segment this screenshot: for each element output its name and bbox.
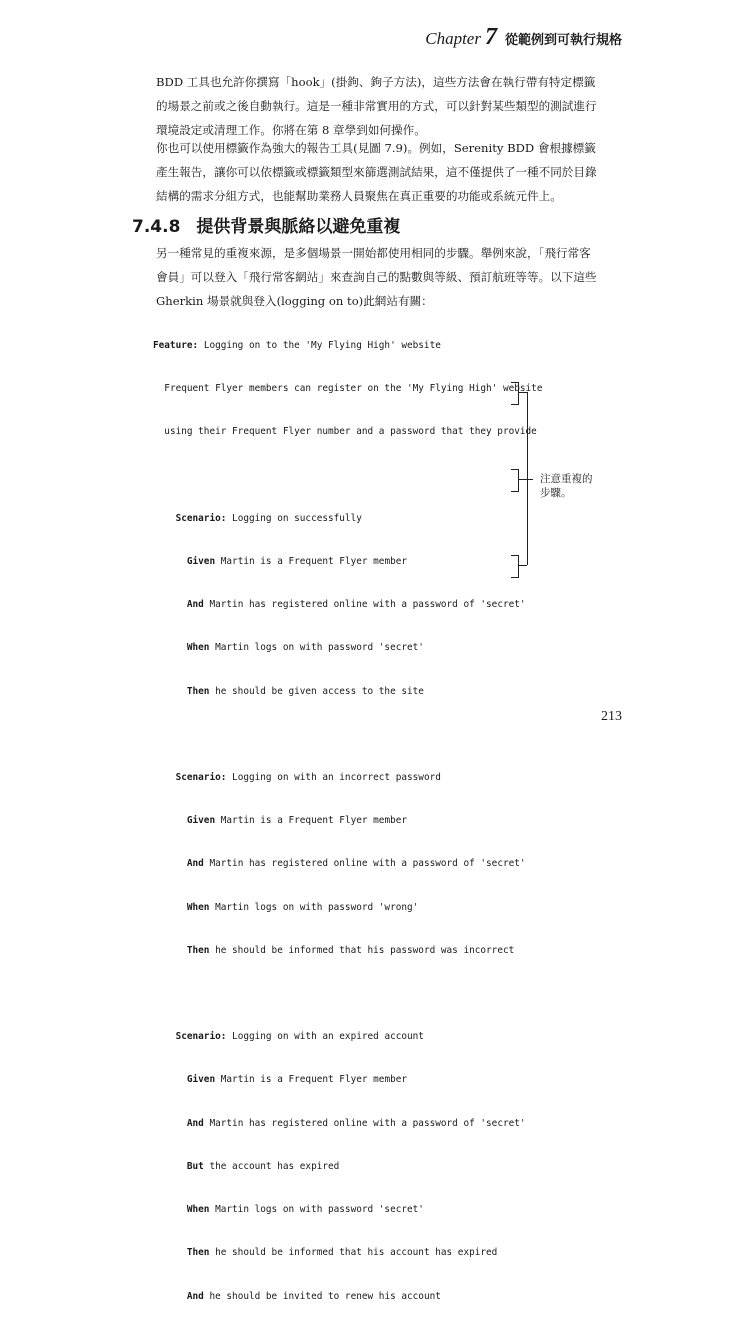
code-line [153, 857, 542, 871]
bracket-connector [519, 392, 527, 393]
section-number: 7.4.8 [132, 217, 181, 237]
code-line [153, 1246, 542, 1260]
chapter-title: 從範例到可執行規格 [504, 33, 622, 48]
step-keyword: When [186, 901, 210, 913]
margin-annotation [540, 472, 593, 500]
step-keyword: And [186, 1290, 204, 1302]
scenario-title: Logging on with an expired account [232, 1031, 424, 1043]
step-text: Martin is a Frequent Flyer member [220, 815, 408, 827]
paragraph-line: 你也可以使用標籤作為強大的報告工具(見圖 7.9)。例如，Serenity BDD 會根據標籤 [156, 141, 596, 155]
section-heading [132, 212, 400, 237]
repeated-steps-bracket [511, 382, 519, 405]
step-text: he should be informed that his password was incorrect [215, 944, 515, 956]
bracket-spine [527, 392, 528, 565]
code-line [153, 382, 542, 396]
code-line [153, 685, 542, 699]
step-text: he should be informed that his account has expired [215, 1247, 498, 1259]
code-line [153, 425, 542, 439]
code-line [153, 901, 542, 915]
paragraph-intro [156, 241, 602, 313]
paragraph-line: 環境設定或清理工作。你將在第 8 章學到如何操作。 [156, 123, 426, 137]
step-keyword: Then [186, 944, 210, 956]
code-line [153, 555, 542, 569]
paragraph-line: 結構的需求分組方式，也能幫助業務人員聚焦在真正重要的功能或系統元件上。 [156, 189, 562, 203]
step-keyword: When [186, 1204, 210, 1216]
scenario-title: Logging on successfully [232, 512, 362, 524]
step-keyword: And [186, 599, 204, 611]
bracket-connector [519, 479, 533, 480]
code-line [153, 339, 542, 353]
annotation-line: 注意重複的 [540, 473, 593, 485]
paragraph-line: Gherkin 場景就與登入(logging on to)此網站有關： [156, 294, 433, 308]
code-line [153, 814, 542, 828]
step-keyword: But [186, 1160, 204, 1172]
scenario-keyword: Scenario: [175, 1031, 227, 1043]
scenario-keyword: Scenario: [175, 771, 227, 783]
feature-keyword: Feature: [153, 339, 199, 351]
scenario-keyword: Scenario: [175, 512, 227, 524]
step-keyword: And [186, 1117, 204, 1129]
annotation-line: 步驟。 [540, 487, 572, 499]
gherkin-code-listing [153, 310, 542, 1318]
step-text: Martin is a Frequent Flyer member [220, 1074, 408, 1086]
code-line [153, 944, 542, 958]
running-header [425, 24, 622, 51]
step-text: he should be invited to renew his account [209, 1290, 441, 1302]
paragraph-line: BDD 工具也允許你撰寫「hook」(掛鉤、鉤子方法)，這些方法會在執行帶有特定標籤 [156, 75, 596, 89]
paragraph-hooks [156, 70, 602, 142]
code-line [153, 771, 542, 785]
step-text: Martin logs on with password 'secret' [215, 642, 424, 654]
code-line [153, 512, 542, 526]
page-number: 213 [601, 709, 622, 724]
chapter-word: Chapter [425, 29, 481, 48]
step-text: Martin has registered online with a password of 'secret' [209, 858, 526, 870]
scenario-title: Logging on with an incorrect password [232, 771, 441, 783]
step-keyword: When [186, 642, 210, 654]
repeated-steps-bracket [511, 555, 519, 578]
step-text: Martin has registered online with a password of 'secret' [209, 1117, 526, 1129]
code-line [153, 1203, 542, 1217]
step-text: Martin logs on with password 'secret' [215, 1204, 424, 1216]
code-line [153, 1030, 542, 1044]
code-line [153, 598, 542, 612]
feature-description: using their Frequent Flyer number and a password that they provide [164, 426, 537, 438]
step-text: Martin has registered online with a password of 'secret' [209, 599, 526, 611]
step-text: the account has expired [209, 1160, 340, 1172]
step-text: Martin logs on with password 'wrong' [215, 901, 419, 913]
step-text: he should be given access to the site [215, 685, 424, 697]
paragraph-line: 的場景之前或之後自動執行。這是一種非常實用的方式，可以針對某些類型的測試進行 [156, 99, 597, 113]
paragraph-line: 會員」可以登入「飛行常客網站」來查詢自己的點數與等級、預訂航班等等。以下這些 [156, 270, 597, 284]
bracket-connector [519, 565, 527, 566]
paragraph-line: 產生報告，讓你可以依標籤或標籤類型來篩選測試結果，這不僅提供了一種不同於目錄 [156, 165, 597, 179]
step-keyword: Given [186, 1074, 216, 1086]
section-title: 提供背景與脈絡以避免重複 [196, 217, 401, 237]
step-keyword: Then [186, 1247, 210, 1259]
code-line [153, 1073, 542, 1087]
code-line [153, 641, 542, 655]
feature-description: Frequent Flyer members can register on the 'My Flying High' website [164, 383, 543, 395]
paragraph-line: 另一種常見的重複來源，是多個場景一開始都使用相同的步驟。舉例來說，「飛行常客 [156, 246, 591, 260]
feature-title: Logging on to the 'My Flying High' website [203, 339, 441, 351]
paragraph-reporting [156, 136, 602, 208]
step-keyword: Given [186, 555, 216, 567]
code-line [153, 1290, 542, 1304]
code-line [153, 1160, 542, 1174]
step-keyword: Given [186, 815, 216, 827]
step-text: Martin is a Frequent Flyer member [220, 555, 408, 567]
step-keyword: And [186, 858, 204, 870]
chapter-number: 7 [484, 24, 497, 50]
repeated-steps-bracket [511, 469, 519, 492]
step-keyword: Then [186, 685, 210, 697]
code-line [153, 1117, 542, 1131]
